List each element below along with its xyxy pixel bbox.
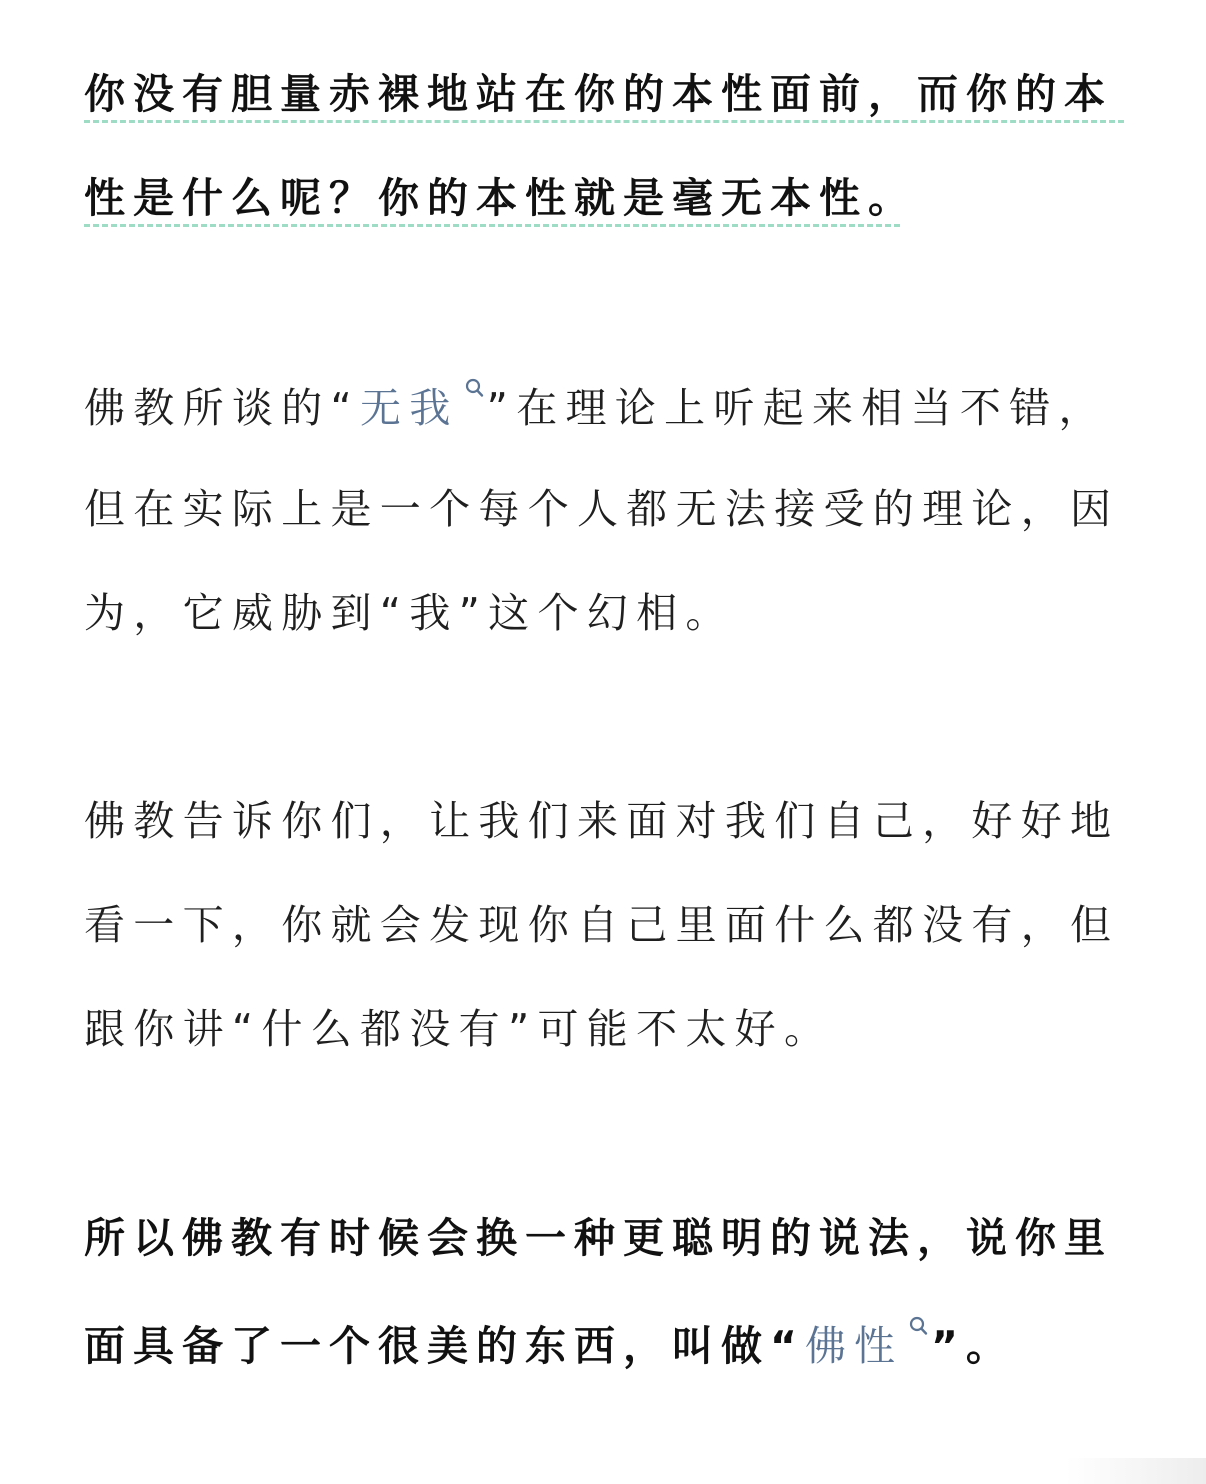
search-icon[interactable]: [909, 1316, 929, 1338]
paragraph-3-line-2: 看一下，你就会发现你自己里面什么都没有，但: [84, 901, 1120, 949]
paragraph-2-text-after: ”在理论上听起来相当不错，: [486, 384, 1108, 432]
search-icon[interactable]: [465, 378, 485, 400]
paragraph-2-text-before: 佛教所谈的“: [84, 384, 361, 432]
paragraph-4-line-2: [84, 1316, 1015, 1368]
corner-shadow: [1066, 1458, 1206, 1484]
dashed-underline-2: [84, 224, 900, 227]
paragraph-2-line-1: [84, 378, 1108, 430]
paragraph-4-text-after: ”。: [930, 1322, 1015, 1370]
paragraph-2-line-3: 为，它威胁到“我”这个幻相。: [84, 589, 735, 637]
keyword-link-wuwo[interactable]: 无我: [360, 384, 459, 432]
paragraph-2-line-2: 但在实际上是一个每个人都无法接受的理论，因: [84, 485, 1120, 533]
dashed-underline-1: [84, 120, 1124, 123]
highlight-line-2: 性是什么呢？你的本性就是毫无本性。: [84, 174, 917, 222]
highlight-line-1: 你没有胆量赤裸地站在你的本性面前，而你的本: [84, 70, 1113, 118]
paragraph-4-text-before: 面具备了一个很美的东西，叫做“: [84, 1322, 805, 1370]
paragraph-3-line-3: 跟你讲“什么都没有”可能不太好。: [84, 1005, 834, 1053]
keyword-link-foxing[interactable]: 佛性: [804, 1322, 903, 1370]
paragraph-3-line-1: 佛教告诉你们，让我们来面对我们自己，好好地: [84, 797, 1120, 845]
paragraph-4-line-1: 所以佛教有时候会换一种更聪明的说法，说你里: [84, 1214, 1113, 1262]
